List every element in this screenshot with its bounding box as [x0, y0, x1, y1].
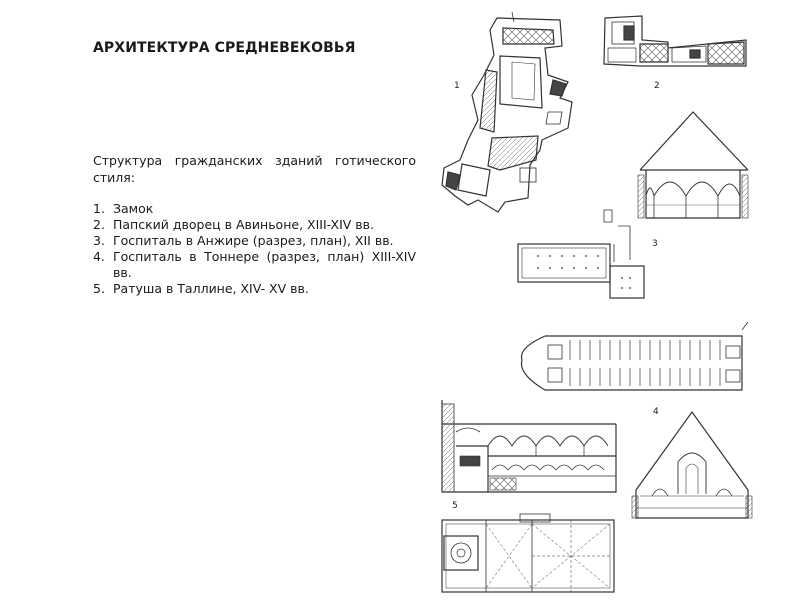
figure-number-1: 1 — [454, 81, 460, 91]
slide-title: АРХИТЕКТУРА СРЕДНЕВЕКОВЬЯ — [93, 40, 356, 56]
list-number: 4. — [93, 249, 105, 264]
figure-number-2: 2 — [654, 81, 660, 91]
figure-number-3: 3 — [652, 239, 658, 249]
castle-plan-drawing — [442, 12, 572, 212]
figure-number-4: 4 — [653, 407, 659, 417]
list-item-text: Папский дворец в Авиньоне, XIII-XIV вв. — [113, 217, 375, 232]
papal-palace-plan-drawing — [604, 16, 746, 66]
list-number: 5. — [93, 281, 105, 296]
tonnerre-hospital-section-drawing — [632, 412, 752, 518]
list-number: 2. — [93, 217, 105, 232]
tonnerre-hospital-plan-drawing — [521, 322, 748, 390]
intro-text: Структура гражданских зданий готического стиля: — [93, 153, 416, 185]
angers-hospital-section-drawing — [638, 112, 748, 218]
list-number: 1. — [93, 201, 105, 216]
list-item-text: Госпиталь в Тоннере (разрез, план) XIII-XIV вв. — [113, 249, 416, 280]
list-item-text: Ратуша в Таллине, XIV- XV вв. — [113, 281, 309, 296]
tallinn-town-hall-plan-drawing — [442, 514, 614, 592]
figure-number-5: 5 — [452, 501, 458, 511]
angers-hospital-plan-drawing — [518, 210, 644, 298]
tallinn-town-hall-section-drawing — [442, 400, 616, 492]
list-item-text: Госпиталь в Анжире (разрез, план), XII вв. — [113, 233, 394, 248]
list-item-text: Замок — [113, 201, 154, 216]
list-number: 3. — [93, 233, 105, 248]
